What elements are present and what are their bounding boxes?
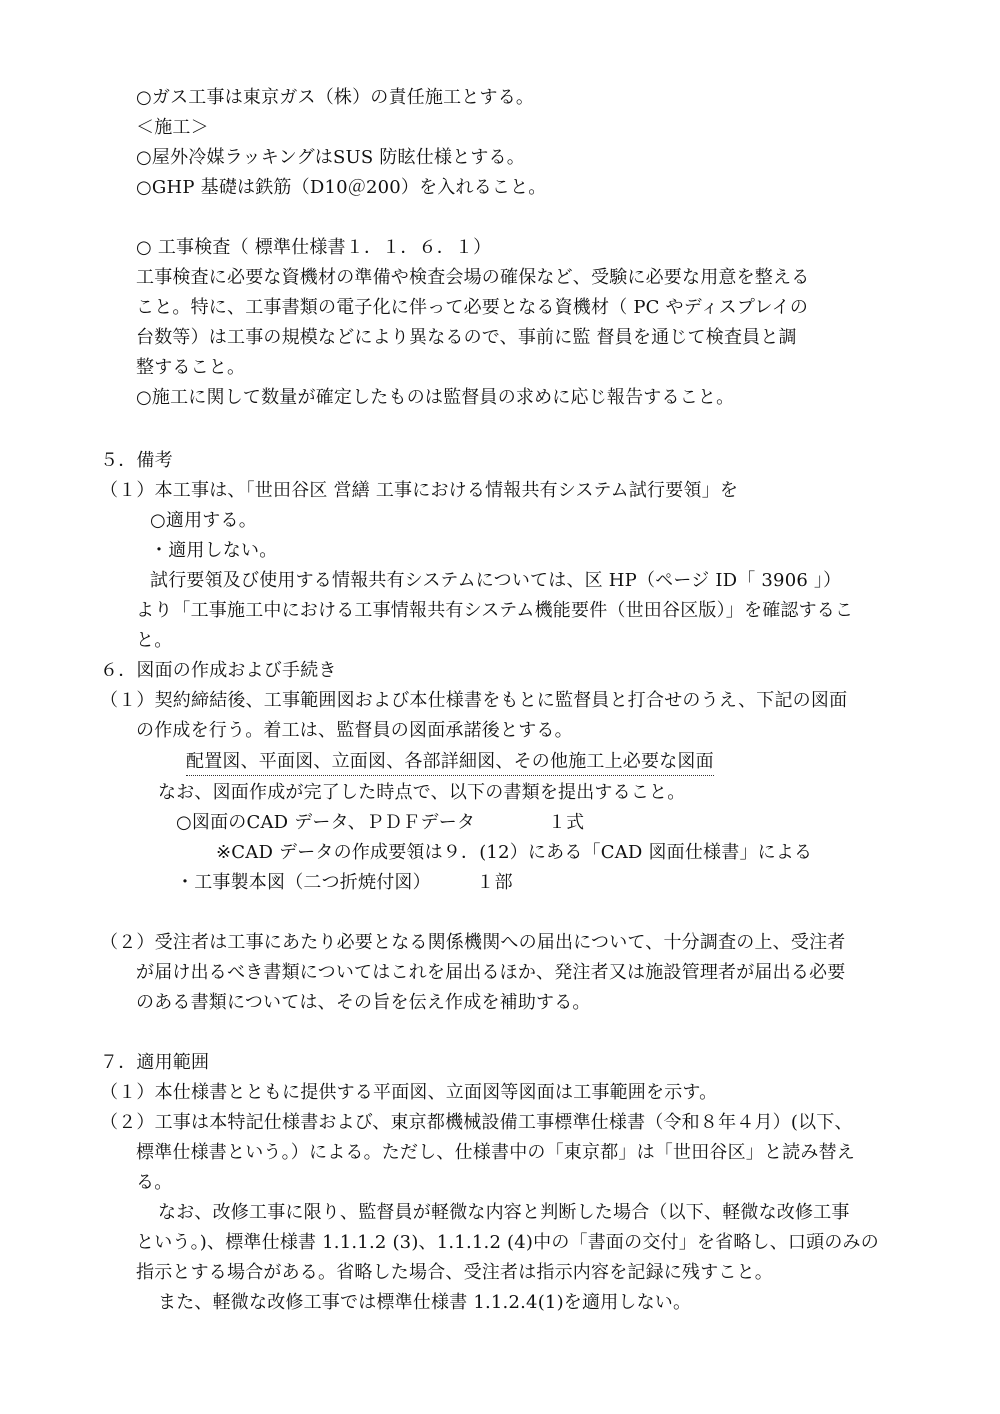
text-line: こと。特に、工事書類の電子化に伴って必要となる資機材（ PC やディスプレイの <box>136 297 809 318</box>
text-line: ○施工に関して数量が確定したものは監督員の求めに応じ報告すること。 <box>136 387 735 408</box>
text-line: と。 <box>136 630 173 651</box>
text-line: が届け出るべき書類についてはこれを届出るほか、発注者又は施設管理者が届出る必要 <box>136 962 846 983</box>
text-line: ・適用しない。 <box>150 540 278 561</box>
text-line: 標準仕様書という。）による。ただし、仕様書中の「東京都」は「世田谷区」と読み替え <box>136 1142 855 1163</box>
section-heading: ７．適用範囲 <box>100 1052 210 1073</box>
text-line: という。)、標準仕様書 1.1.1.2 (3)、1.1.1.2 (4)中の「書面の交付」を省略し、口頭のみの <box>136 1232 879 1253</box>
text-line: のある書類については、その旨を伝え作成を補助する。 <box>136 992 591 1013</box>
text-line: （２）工事は本特記仕様書および、東京都機械設備工事標準仕様書（令和８年４月）(以下、 <box>100 1112 853 1133</box>
text-line: ○適用する。 <box>150 510 257 531</box>
section-heading: ○ 工事検査（ 標準仕様書１．１．６．１） <box>136 237 492 258</box>
text-line: より「工事施工中における工事情報共有システム機能要件（世田谷区版）」を確認するこ <box>136 600 854 621</box>
text-line: （１）本仕様書とともに提供する平面図、立面図等図面は工事範囲を示す。 <box>100 1082 718 1103</box>
text-line: ○屋外冷媒ラッキングはSUS 防眩仕様とする。 <box>136 147 525 168</box>
text-line: （２）受注者は工事にあたり必要となる関係機関への届出について、十分調査の上、受注者 <box>100 932 846 953</box>
drawing-list: 配置図、平面図、立面図、各部詳細図、その他施工上必要な図面 <box>186 750 714 776</box>
text-line: ・工事製本図（二つ折焼付図） １部 <box>176 872 513 893</box>
text-line: 台数等）は工事の規模などにより異なるので、事前に監 督員を通じて検査員と調 <box>136 327 797 348</box>
text-line: 試行要領及び使用する情報共有システムについては、区 HP（ページ ID「 3906 」） <box>150 570 842 591</box>
text-line: なお、図面作成が完了した時点で、以下の書類を提出すること。 <box>158 782 686 803</box>
text-line: ○GHP 基礎は鉄筋（D10＠200）を入れること。 <box>136 177 547 198</box>
text-line: ○ガス工事は東京ガス（株）の責任施工とする。 <box>136 87 535 108</box>
text-line: ※CAD データの作成要領は９．(12）にある「CAD 図面仕様書」による <box>216 842 813 863</box>
section-heading: ５．備考 <box>100 450 173 471</box>
text-line: （１）契約締結後、工事範囲図および本仕様書をもとに監督員と打合せのうえ、下記の図面 <box>100 690 848 711</box>
text-line: の作成を行う。着工は、監督員の図面承諾後とする。 <box>136 720 573 741</box>
text-line: 指示とする場合がある。省略した場合、受注者は指示内容を記録に残すこと。 <box>136 1262 773 1283</box>
text-line: る。 <box>136 1172 173 1193</box>
text-line: ＜施工＞ <box>136 117 209 138</box>
text-line: 工事検査に必要な資機材の準備や検査会場の確保など、受験に必要な用意を整える <box>136 267 810 288</box>
text-line: また、軽微な改修工事では標準仕様書 1.1.2.4(1)を適用しない。 <box>158 1292 692 1313</box>
section-heading: ６．図面の作成および手続き <box>100 660 337 681</box>
text-line: なお、改修工事に限り、監督員が軽微な内容と判断した場合（以下、軽微な改修工事 <box>158 1202 850 1223</box>
text-line: （１）本工事は、「世田谷区 営繕 工事における情報共有システム試行要領」を <box>100 480 739 501</box>
text-line: ○図面のCAD データ、ＰＤＦデータ １式 <box>176 812 585 833</box>
text-line: 整すること。 <box>136 357 246 378</box>
